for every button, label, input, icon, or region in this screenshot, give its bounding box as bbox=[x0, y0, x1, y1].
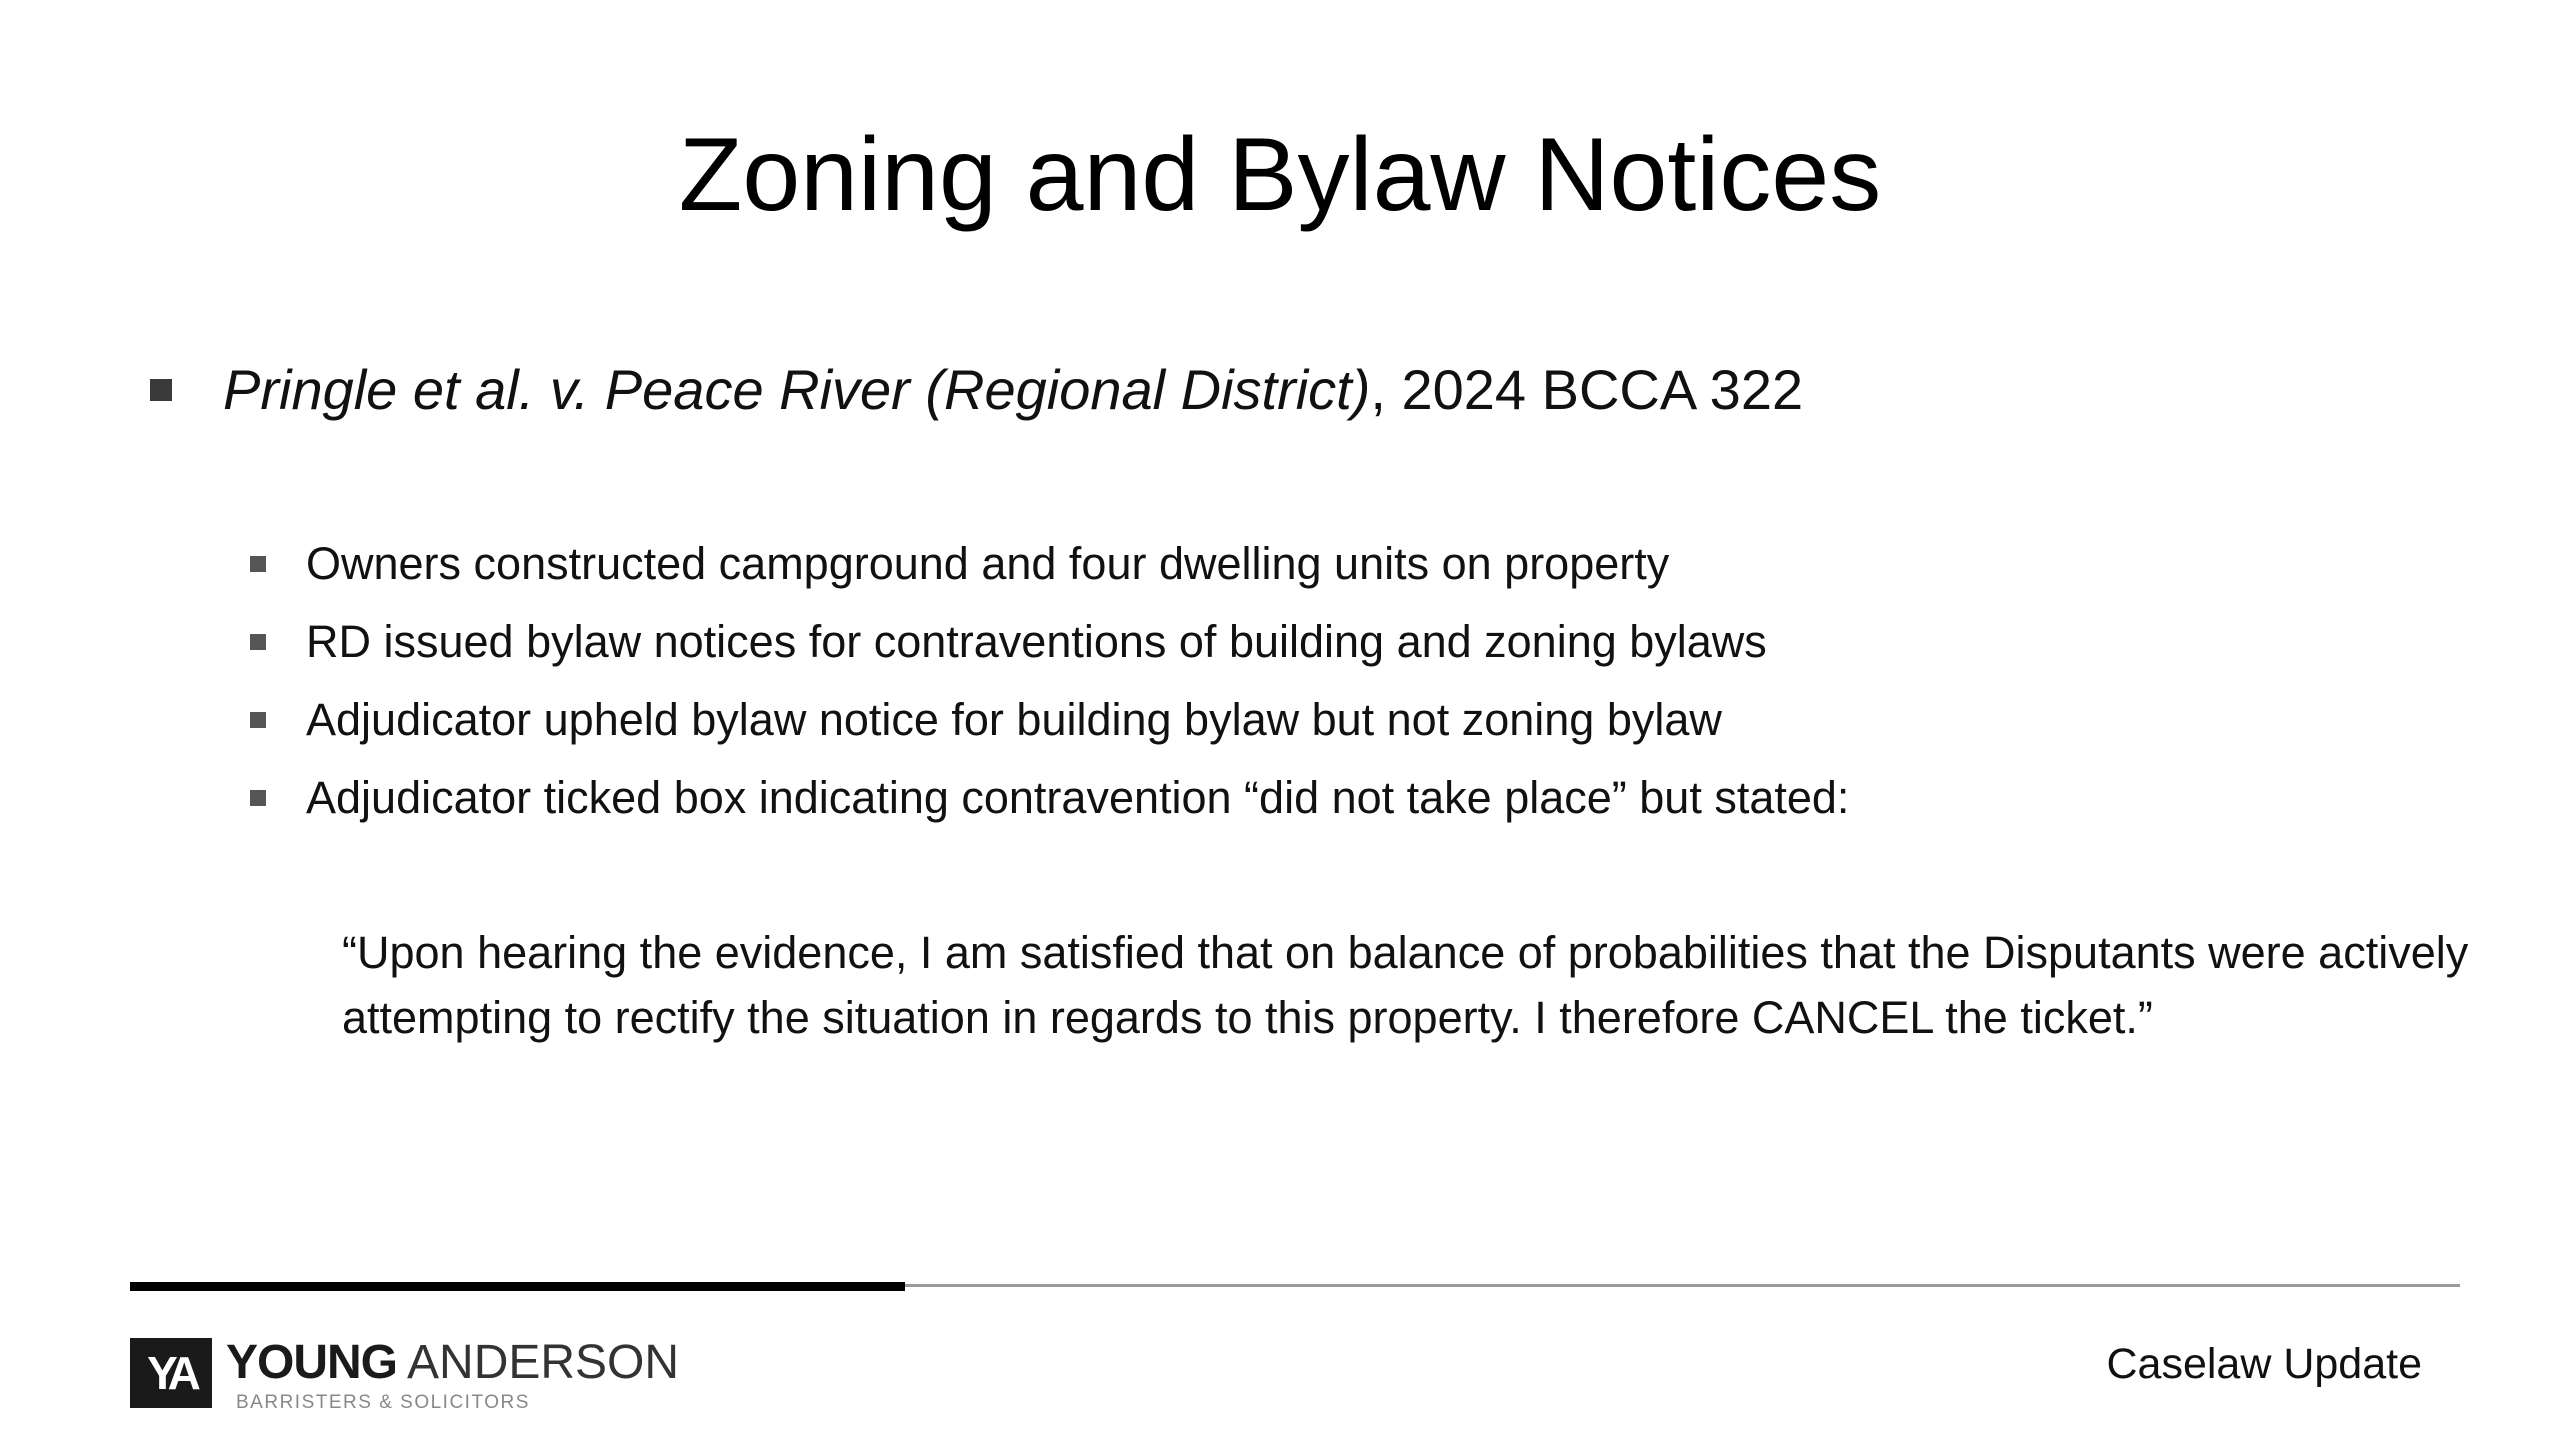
list-item-text: Adjudicator upheld bylaw notice for building bylaw but not zoning bylaw bbox=[306, 694, 1722, 745]
sub-bullet-list bbox=[250, 525, 1849, 837]
list-item-text: Adjudicator ticked box indicating contravention “did not take place” but stated: bbox=[306, 772, 1850, 823]
square-bullet-icon bbox=[250, 634, 266, 650]
case-bullet bbox=[150, 350, 1803, 430]
company-logo bbox=[130, 1338, 679, 1414]
footer-label: Caselaw Update bbox=[2106, 1340, 2422, 1388]
list-item bbox=[250, 681, 1849, 759]
case-citation: , 2024 BCCA 322 bbox=[1370, 358, 1804, 421]
logo-name-light: ANDERSON bbox=[407, 1336, 680, 1389]
list-item bbox=[250, 525, 1849, 603]
quote-block: “Upon hearing the evidence, I am satisfied that on balance of probabilities that the Disputants were actively attempting to rectify the situation in regards to this property. I therefore CANCEL the ticket.” bbox=[342, 927, 2469, 1043]
logo-name-bold: YOUNG bbox=[226, 1336, 398, 1389]
list-item-text: Owners constructed campground and four dwelling units on property bbox=[306, 538, 1670, 589]
logo-text bbox=[226, 1338, 679, 1414]
logo-name bbox=[226, 1338, 679, 1388]
square-bullet-icon bbox=[150, 379, 172, 401]
slide-title: Zoning and Bylaw Notices bbox=[678, 117, 1882, 233]
footer-divider-accent bbox=[130, 1282, 905, 1291]
square-bullet-icon bbox=[250, 790, 266, 806]
case-reference bbox=[223, 350, 1803, 430]
list-item bbox=[250, 603, 1849, 681]
square-bullet-icon bbox=[250, 556, 266, 572]
case-name: Pringle et al. v. Peace River (Regional District) bbox=[223, 358, 1371, 421]
list-item bbox=[250, 759, 1849, 837]
logo-subtitle: BARRISTERS & SOLICITORS bbox=[236, 1392, 530, 1413]
list-item-text: RD issued bylaw notices for contraventions of building and zoning bylaws bbox=[306, 616, 1767, 667]
square-bullet-icon bbox=[250, 712, 266, 728]
logo-mark-icon: YA bbox=[130, 1338, 212, 1408]
